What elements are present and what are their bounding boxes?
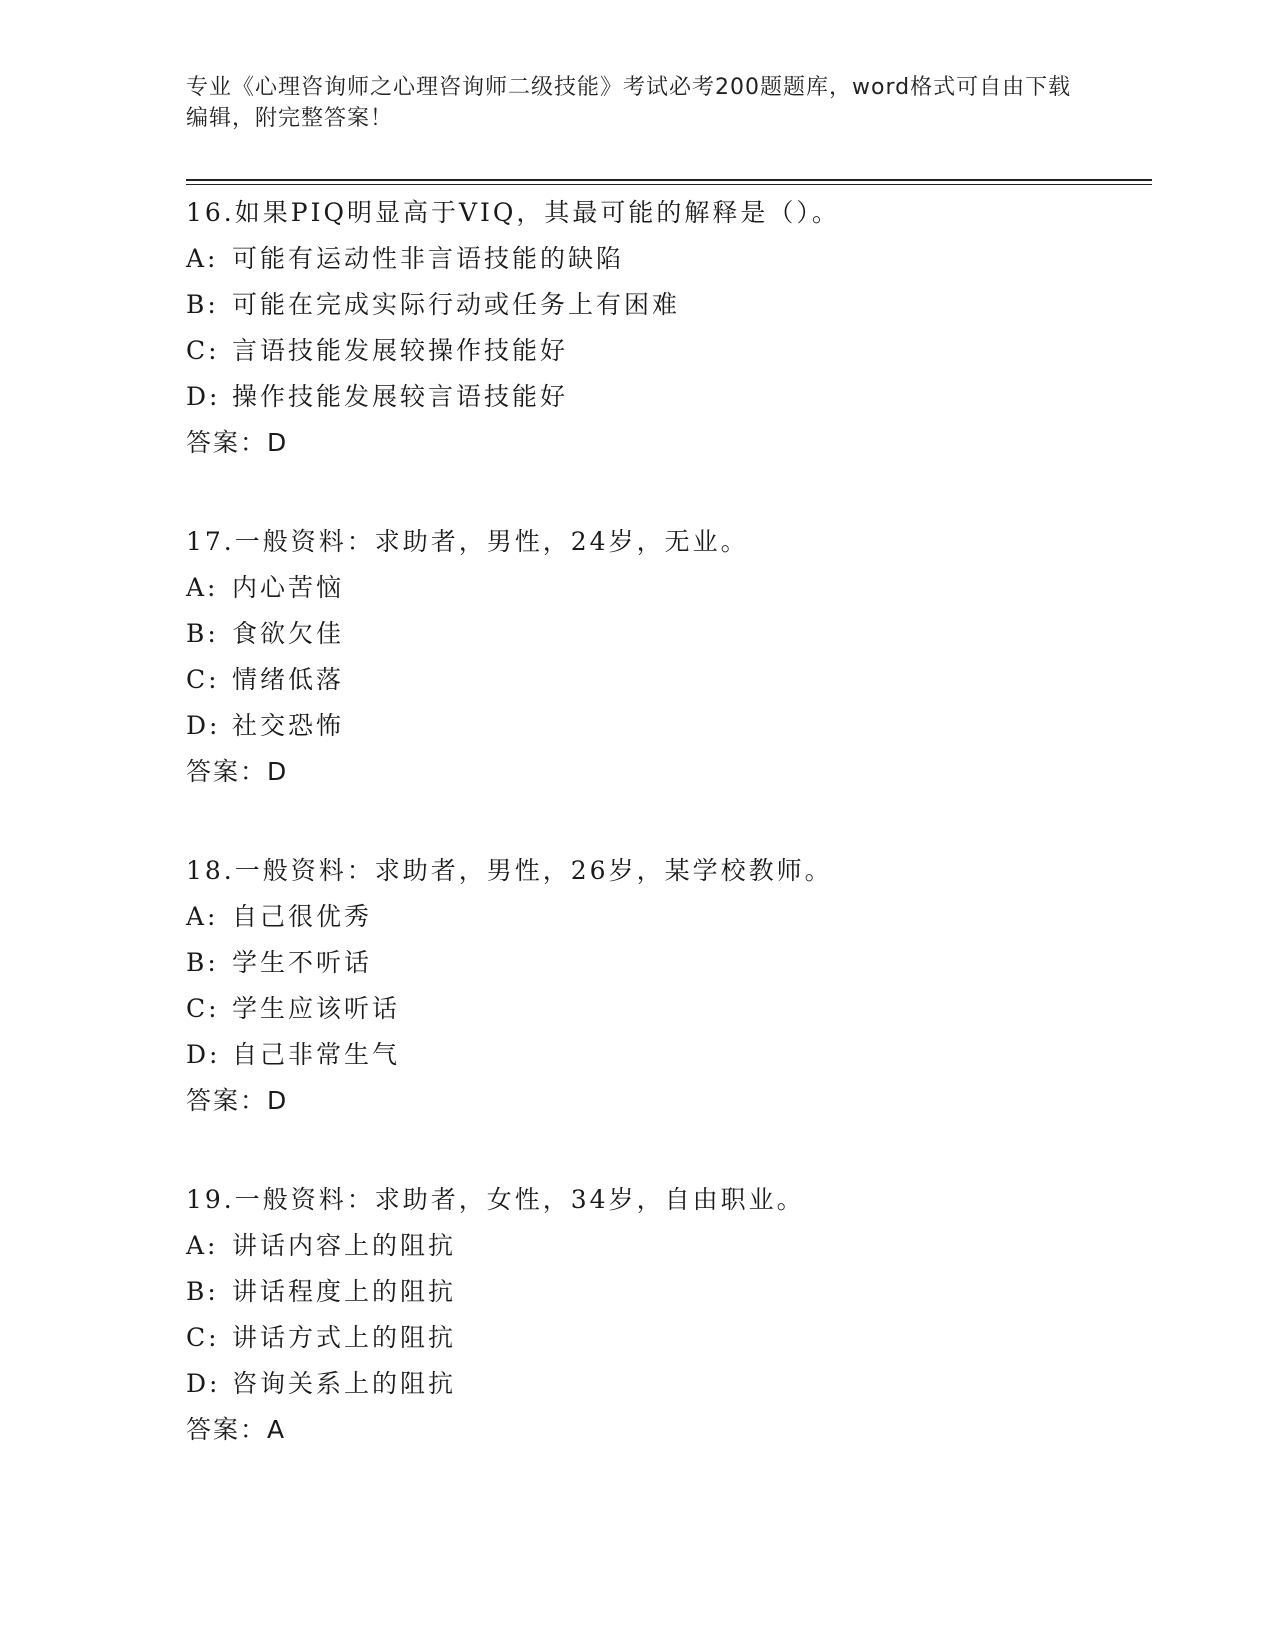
answer-line: 答案：A (186, 1415, 287, 1444)
question-stem: 18.一般资料：求助者，男性，26岁，某学校教师。 (186, 856, 833, 885)
question-stem: 16.如果PIQ明显高于VIQ，其最可能的解释是（）。 (186, 198, 840, 227)
option-a (186, 894, 1146, 940)
option-label: C: (186, 665, 220, 694)
option-b (186, 1269, 1146, 1315)
option-label: D: (186, 1369, 221, 1398)
option-label: A: (186, 1231, 219, 1260)
option-c (186, 328, 1146, 374)
option-text: 咨询关系上的阻抗 (232, 1369, 457, 1398)
option-d (186, 703, 1146, 749)
option-c (186, 1315, 1146, 1361)
option-text: 讲话方式上的阻抗 (232, 1323, 457, 1352)
option-text: 自己非常生气 (232, 1040, 401, 1069)
header-divider-thin (186, 184, 1152, 185)
document-header: 专业《心理咨询师之心理咨询师二级技能》考试必考200题题库，word格式可自由下载编辑，附完整答案！ (186, 75, 1072, 131)
option-c (186, 986, 1146, 1032)
answer-line: 答案：D (186, 428, 289, 457)
option-text: 言语技能发展较操作技能好 (232, 336, 569, 365)
option-text: 学生应该听话 (232, 994, 401, 1023)
option-label: D: (186, 711, 221, 740)
option-label: C: (186, 994, 220, 1023)
option-text: 自己很优秀 (232, 902, 373, 931)
option-label: D: (186, 382, 221, 411)
option-label: D: (186, 1040, 221, 1069)
option-text: 内心苦恼 (232, 573, 345, 602)
question-18 (186, 848, 1146, 1124)
option-text: 食欲欠佳 (232, 619, 345, 648)
option-label: A: (186, 244, 219, 273)
option-a (186, 565, 1146, 611)
question-17 (186, 519, 1146, 795)
question-19 (186, 1177, 1146, 1453)
option-b (186, 282, 1146, 328)
option-label: A: (186, 902, 219, 931)
option-label: C: (186, 1323, 220, 1352)
option-label: B: (186, 948, 219, 977)
option-text: 可能有运动性非言语技能的缺陷 (232, 244, 625, 273)
question-stem: 17.一般资料：求助者，男性，24岁，无业。 (186, 527, 749, 556)
option-d (186, 374, 1146, 420)
question-list (186, 190, 1146, 1506)
option-d (186, 1361, 1146, 1407)
option-label: A: (186, 573, 219, 602)
option-b (186, 611, 1146, 657)
answer-line: 答案：D (186, 1086, 289, 1115)
answer-line: 答案：D (186, 757, 289, 786)
option-a (186, 1223, 1146, 1269)
option-d (186, 1032, 1146, 1078)
option-b (186, 940, 1146, 986)
option-label: B: (186, 619, 219, 648)
option-label: B: (186, 1277, 219, 1306)
header-divider-thick (186, 179, 1152, 181)
option-text: 情绪低落 (232, 665, 345, 694)
question-16 (186, 190, 1146, 466)
option-text: 操作技能发展较言语技能好 (232, 382, 569, 411)
option-text: 讲话程度上的阻抗 (232, 1277, 457, 1306)
option-text: 可能在完成实际行动或任务上有困难 (232, 290, 681, 319)
option-text: 学生不听话 (232, 948, 373, 977)
question-stem: 19.一般资料：求助者，女性，34岁，自由职业。 (186, 1185, 805, 1214)
option-label: B: (186, 290, 219, 319)
option-a (186, 236, 1146, 282)
option-text: 社交恐怖 (232, 711, 345, 740)
option-c (186, 657, 1146, 703)
option-label: C: (186, 336, 220, 365)
option-text: 讲话内容上的阻抗 (232, 1231, 457, 1260)
